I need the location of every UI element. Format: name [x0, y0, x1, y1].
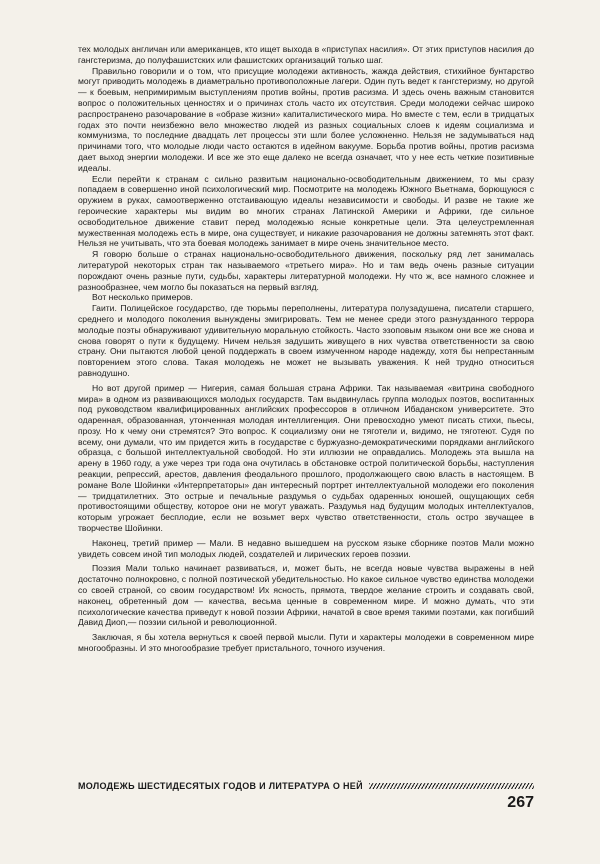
paragraph-7: Но вот другой пример — Нигерия, самая большая страна Африки. Так называемая «витрина свободного мира» в одном из развивающихся молодых государств. Там выдвинулась группа молодых поэтов, воспитанных под руководством квалифицированных английских профессоров в отличном Ибаданском университете. Это одаренная, образованная, утонченная молодая интеллигенция. Они превосходно умеют писать стихи, пьесы, прозу. Но к чему они стремятся? Это вопрос. К социализму они не тяготели и, видимо, не тяготеют. Судя по всему, они думали, что им придется жить в государстве с буржуазно-демократическими порядками английского образца, с большой интеллектуальной свободой. Но эти иллюзии не оправдались. Молодежь эта вышла на арену в 1960 году, а уже через три года она очутилась в обстановке острой политической борьбы, наступления реакции, репрессий, арестов, давления феодального прошлого, продолжающего свою власть в настоящем. В романе Воле Шойинки «Интерпретаторы» дан интересный портрет интеллектуальной молодежи его поколения — тридцатилетних. Это острые и печальные раздумья о судьбах одаренных юношей, ощущающих себя противостоящими обществу, которое они не могут уважать. Раздумья над будущим молодых интеллектуалов, которым угрожает бесплодие, если не возьмет верх чувство ответственности, столь остро звучащее в творчестве Шойинки. [78, 382, 534, 534]
paragraph-3: Если перейти к странам с сильно развитым национально-освободительным движением, то мы сразу попадаем в совершенно иной психологический мир. Посмотрите на молодежь Южного Вьетнама, борющуюся с оружием в руках, самоотверженно отстаивающую идеалы независимости и свободы. И разве не такие же героические характеры мы видим во многих странах Латинской Америки и Африки, где сильное освободительное движение ставит перед молодежью ясные конкретные цели. Эта целеустремленная мужественная молодежь есть в мире, она существует, и никакие разочарования не должны затемнять этот факт. Нельзя не учитывать, что эта боевая молодежь занимает в мире очень значительное место. [78, 173, 534, 249]
paragraph-8: Наконец, третий пример — Мали. В недавно вышедшем на русском языке сборнике поэтов Мали можно увидеть совсем иной тип молодых людей, создателей и лирических героев поэзии. [78, 537, 534, 559]
article-body [78, 44, 534, 654]
running-title: МОЛОДЕЖЬ ШЕСТИДЕСЯТЫХ ГОДОВ И ЛИТЕРАТУРА О НЕЙ [78, 781, 363, 791]
running-footer [78, 781, 534, 791]
paragraph-6: Гаити. Полицейское государство, где тюрьмы переполнены, литература полузадушена, писатели старшего, среднего и молодого поколения вынуждены эмигрировать. Тем не менее среди этого разнузданного террора молодые поэты обнаруживают удивительную моральную стойкость. Часто эзоповым языком они все же снова и снова говорят о пути к будущему. Ничем нельзя задушить живущего в них чувства ответственности за свою страну. Они пытаются любой ценой поддержать в своем измученном народе надежду, хотя бы непрестанным повторением этого слова. Такая молодежь не может не вызывать уважения. К ней трудно относиться равнодушно. [78, 303, 534, 378]
hatch-rule [369, 783, 534, 789]
paragraph-10: Заключая, я бы хотела вернуться к своей первой мысли. Пути и характеры молодежи в современном мире многообразны. И это многообразие требует пристального, точного изучения. [78, 632, 534, 654]
paragraph-2: Правильно говорили и о том, что присущие молодежи активность, жажда действия, стихийное бунтарство могут приводить молодежь в диаметрально противоположные лагери. Один путь ведет к гангстеризму, но другой — к боевым, непримиримым выступлениям против войны, против расизма. И здесь очень важным становится вопрос о положительных ценностях и о причинах столь часто их отсутствия. Среди молодежи сейчас широко распространено разочарование в «образе жизни» капиталистического мира. Но вместе с тем, если в тридцатых годах это почти неизбежно вело множество людей из разных социальных слоев к идеям социализма и коммунизма, то последние двадцать лет процессы эти шли более усложненно. Нельзя не задумываться над причинами того, что молодые люди часто остаются в идейном вакууме. Борьба против войны, против расизма дает выход энергии молодежи. И все же это еще далеко не всегда означает, что у нее есть четкие позитивные идеалы. [78, 65, 534, 173]
paragraph-1: тех молодых англичан или американцев, кто ищет выхода в «приступах насилия». От этих приступов насилия до гангстеризма, до полуфашистских или фашистских организаций только шаг. [78, 44, 534, 65]
page-number: 267 [507, 794, 534, 811]
paragraph-5: Вот несколько примеров. [92, 292, 193, 303]
paragraph-9: Поэзия Мали только начинает развиваться, и, может быть, не всегда новые чувства выражены в ней достаточно полнокровно, с полной поэтической убедительностью. Но какое сильное чувство единства молодежи со своей страной, со своим государством! Их ясность, прямота, твердое желание строить и создавать свой, наконец, обретенный дом — качества, весьма ценные в современном мире. И можно думать, что эти психологические качества приведут к новой поэзии Африки, начатой в свое время такими поэтами, как погибший Давид Диоп,— поэзии сильной и революционной. [78, 563, 534, 628]
paragraph-4: Я говорю больше о странах национально-освободительного движения, поскольку ряд лет занималась литературой некоторых стран так называемого «третьего мира». Но и там ведь очень разные ситуации порождают очень разные пути, судьбы, характеры литературной молодежи. Ну что ж, все намного сложнее и разнообразнее, чем могло бы показаться на первый взгляд. [78, 249, 534, 292]
